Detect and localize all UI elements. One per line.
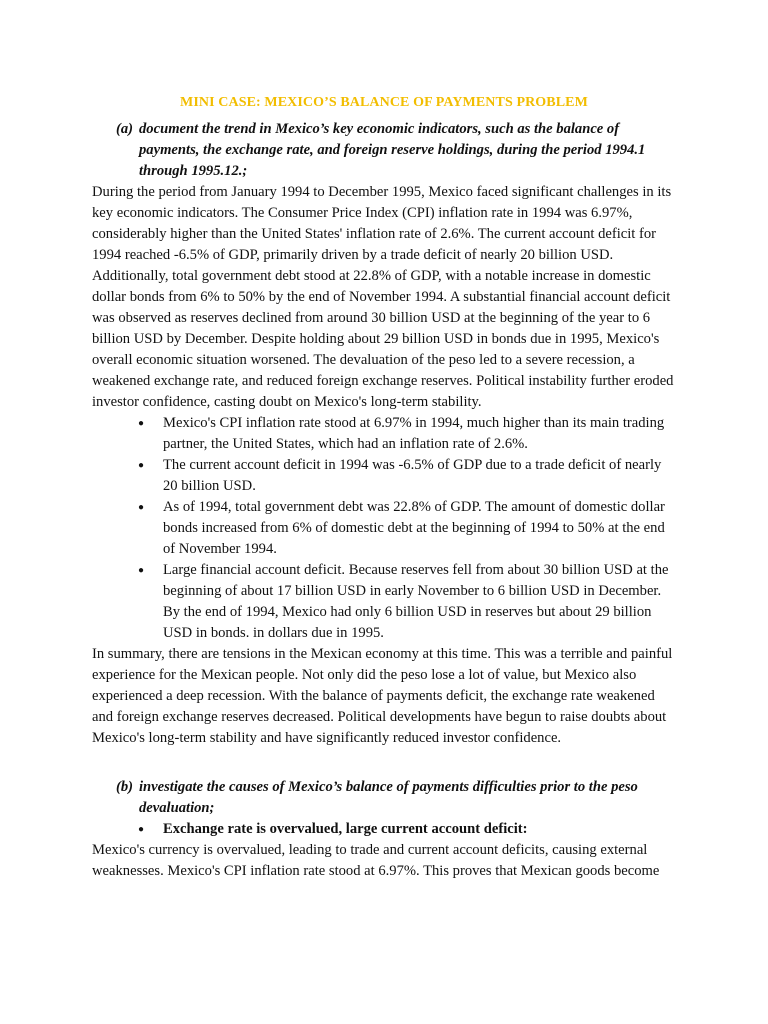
list-item — [92, 819, 676, 840]
paragraph-3: Mexico's currency is overvalued, leading to trade and current account deficits, causing external weaknesses. Mexico's CPI inflation rate stood at 6.97%. This proves that Mexican goods become — [92, 842, 660, 879]
question-a — [92, 119, 676, 182]
bullet-icon: ● — [138, 502, 145, 513]
question-b-label: (b) — [116, 779, 134, 795]
bullet-list-a — [92, 413, 676, 644]
list-item-text: Exchange rate is overvalued, large current account deficit: — [163, 821, 528, 837]
list-item-text: Mexico's CPI inflation rate stood at 6.97% in 1994, much higher than its main trading partner, the United States, which had an inflation rate of 2.6%. — [163, 415, 665, 452]
list-item — [92, 413, 676, 455]
bullet-icon: ● — [138, 824, 145, 835]
list-item-text: The current account deficit in 1994 was -6.5% of GDP due to a trade deficit of nearly 20 billion USD. — [163, 457, 662, 494]
document-title: MINI CASE: MEXICO’S BALANCE OF PAYMENTS PROBLEM — [180, 95, 588, 110]
list-item-text: As of 1994, total government debt was 22.8% of GDP. The amount of domestic dollar bonds increased from 6% of domestic debt at the beginning of 1994 to 50% at the end of November 1994. — [163, 499, 665, 557]
paragraph-2: In summary, there are tensions in the Mexican economy at this time. This was a terrible and painful experience for the Mexican people. Not only did the peso lose a lot of value, but Mexico also experienced a deep recession. With the balance of payments deficit, the exchange rate weakened and foreign exchange reserves decreased. Political developments have begun to raise doubts about Mexico's long-term stability and have significantly reduced investor confidence. — [92, 646, 673, 746]
bullet-icon: ● — [138, 418, 145, 429]
paragraph-1: During the period from January 1994 to December 1995, Mexico faced significant challenges in its key economic indicators. The Consumer Price Index (CPI) inflation rate in 1994 was 6.97%, considerably higher than the United States' inflation rate of 2.6%. The current account deficit for 1994 reached -6.5% of GDP, primarily driven by a trade deficit of nearly 20 billion USD. Additionally, total government debt stood at 22.8% of GDP, with a notable increase in domestic dollar bonds from 6% to 50% by the end of November 1994. A substantial financial account deficit was observed as reserves declined from around 30 billion USD at the beginning of the year to 6 billion USD by December. Despite holding about 29 billion USD in bonds due in 1995, Mexico's overall economic situation worsened. The devaluation of the peso led to a severe recession, a weakened exchange rate, and reduced foreign exchange reserves. Political instability further eroded investor confidence, casting doubt on Mexico's long-term stability. — [92, 184, 674, 410]
question-b-text: investigate the causes of Mexico’s balance of payments difficulties prior to the peso devaluation; — [139, 779, 638, 816]
question-a-text: document the trend in Mexico’s key economic indicators, such as the balance of payments, the exchange rate, and foreign reserve holdings, during the period 1994.1 through 1995.12.; — [139, 121, 646, 179]
bullet-list-b — [92, 819, 676, 840]
bullet-icon: ● — [138, 565, 145, 576]
list-item — [92, 560, 676, 644]
list-item — [92, 455, 676, 497]
question-a-label: (a) — [116, 121, 134, 137]
list-item — [92, 497, 676, 560]
question-b — [92, 777, 676, 819]
bullet-icon: ● — [138, 460, 145, 471]
list-item-text: Large financial account deficit. Because reserves fell from about 30 billion USD at the beginning of about 17 billion USD in early November to 6 billion USD in December. By the end of 1994, Mexico had only 6 billion USD in reserves but about 29 billion USD in bonds. in dollars due in 1995. — [163, 562, 669, 641]
